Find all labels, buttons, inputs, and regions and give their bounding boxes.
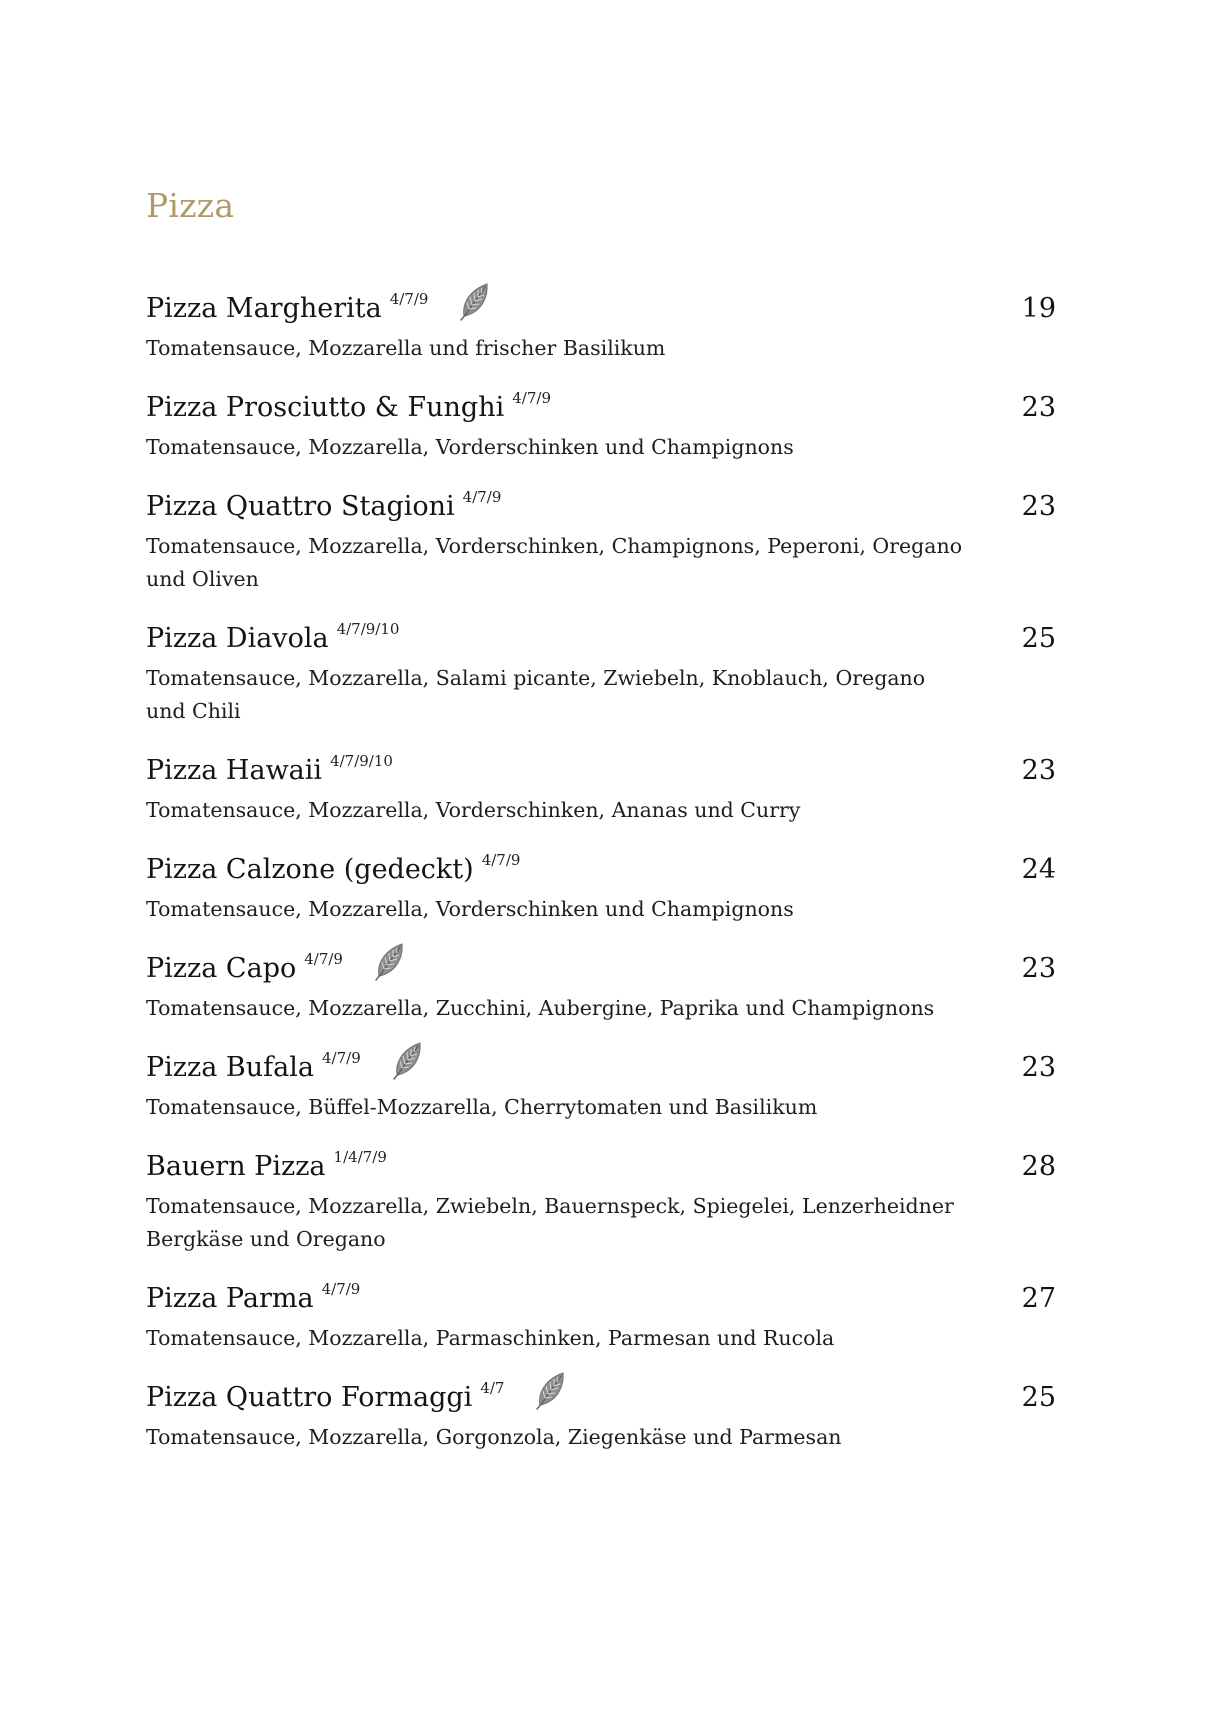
menu-item (146, 481, 1056, 596)
menu-item-price: 23 (1021, 953, 1056, 984)
menu-item-allergens: 4/7/9 (321, 1280, 361, 1298)
menu-item-price: 27 (1021, 1283, 1056, 1314)
menu-item-header (146, 1273, 1056, 1319)
menu-item-header (146, 943, 1056, 989)
menu-item-header (146, 1141, 1056, 1187)
menu-item-header (146, 1372, 1056, 1418)
menu-item (146, 1372, 1056, 1454)
menu-item-allergens: 4/7/9 (512, 389, 551, 407)
menu-item-name: Pizza Prosciutto & Funghi (146, 392, 505, 423)
menu-item (146, 382, 1056, 464)
menu-item-description: Tomatensauce, Mozzarella und frischer Basilikum (146, 336, 666, 360)
leaf-icon (389, 1040, 425, 1080)
leaf-icon (532, 1370, 568, 1410)
menu-item (146, 1141, 1056, 1256)
menu-item-name: Pizza Margherita (146, 293, 382, 324)
menu-item-description: Tomatensauce, Mozzarella, Vorderschinken, Champignons, Peperoni, Oregano und Oliven (146, 534, 963, 591)
menu-item-price: 23 (1021, 392, 1056, 423)
leaf-icon (456, 281, 492, 321)
menu-item-description: Tomatensauce, Mozzarella, Vorderschinken und Champignons (146, 897, 794, 921)
menu-item (146, 943, 1056, 1025)
menu-item-header (146, 481, 1056, 527)
menu-item-header (146, 844, 1056, 890)
menu-item-description: Tomatensauce, Mozzarella, Gorgonzola, Ziegenkäse und Parmesan (146, 1425, 842, 1449)
menu-item-description: Tomatensauce, Mozzarella, Vorderschinken und Champignons (146, 435, 794, 459)
menu-item (146, 844, 1056, 926)
menu-item-description: Tomatensauce, Mozzarella, Zucchini, Aubergine, Paprika und Champignons (146, 996, 935, 1020)
menu-item-name: Pizza Hawaii (146, 755, 323, 786)
menu-item-name: Pizza Calzone (gedeckt) (146, 854, 474, 885)
menu-item-description: Tomatensauce, Mozzarella, Parmaschinken, Parmesan und Rucola (146, 1326, 835, 1350)
menu-item-allergens: 4/7/9 (462, 488, 502, 506)
menu-item-name: Pizza Capo (146, 953, 297, 984)
menu-item-allergens: 4/7/9/10 (330, 752, 393, 770)
menu-item-name: Pizza Diavola (146, 623, 329, 654)
menu-item (146, 613, 1056, 728)
menu-item-price: 25 (1021, 623, 1056, 654)
menu-item-header (146, 283, 1056, 329)
menu-item-name: Pizza Quattro Formaggi (146, 1382, 473, 1413)
menu-item-header (146, 1042, 1056, 1088)
menu-item-header (146, 382, 1056, 428)
leaf-icon (371, 941, 407, 981)
menu-item-allergens: 4/7/9/10 (336, 620, 400, 638)
menu-item-allergens: 4/7 (480, 1379, 505, 1397)
menu-item-price: 23 (1021, 1052, 1056, 1083)
menu-item-price: 23 (1021, 491, 1056, 522)
section-title: Pizza (146, 186, 235, 225)
menu-item-allergens: 1/4/7/9 (333, 1148, 387, 1166)
menu-item (146, 1273, 1056, 1355)
menu-item-name: Pizza Parma (146, 1283, 314, 1314)
menu-item (146, 283, 1056, 365)
menu-item (146, 1042, 1056, 1124)
menu-item-price: 24 (1021, 854, 1056, 885)
menu-item-header (146, 745, 1056, 791)
menu-item-allergens: 4/7/9 (481, 851, 521, 869)
menu-item (146, 745, 1056, 827)
menu-item-header (146, 613, 1056, 659)
menu-item-name: Bauern Pizza (146, 1151, 326, 1182)
menu-item-allergens: 4/7/9 (389, 290, 429, 308)
menu-item-price: 19 (1021, 293, 1056, 324)
menu-list (146, 283, 1056, 1454)
menu-item-name: Pizza Quattro Stagioni (146, 491, 455, 522)
menu-item-allergens: 4/7/9 (304, 950, 343, 968)
menu-item-name: Pizza Bufala (146, 1052, 314, 1083)
menu-item-allergens: 4/7/9 (322, 1049, 361, 1067)
menu-item-price: 28 (1021, 1151, 1056, 1182)
menu-item-description: Tomatensauce, Mozzarella, Vorderschinken, Ananas und Curry (146, 798, 801, 822)
menu-item-description: Tomatensauce, Mozzarella, Salami picante, Zwiebeln, Knoblauch, Oregano und Chili (146, 666, 926, 723)
menu-item-price: 25 (1021, 1382, 1056, 1413)
menu-item-price: 23 (1021, 755, 1056, 786)
menu-item-description: Tomatensauce, Mozzarella, Zwiebeln, Bauernspeck, Spiegelei, Lenzerheidner Bergkäse und Oregano (146, 1194, 954, 1251)
menu-item-description: Tomatensauce, Büffel-Mozzarella, Cherrytomaten und Basilikum (146, 1095, 818, 1119)
